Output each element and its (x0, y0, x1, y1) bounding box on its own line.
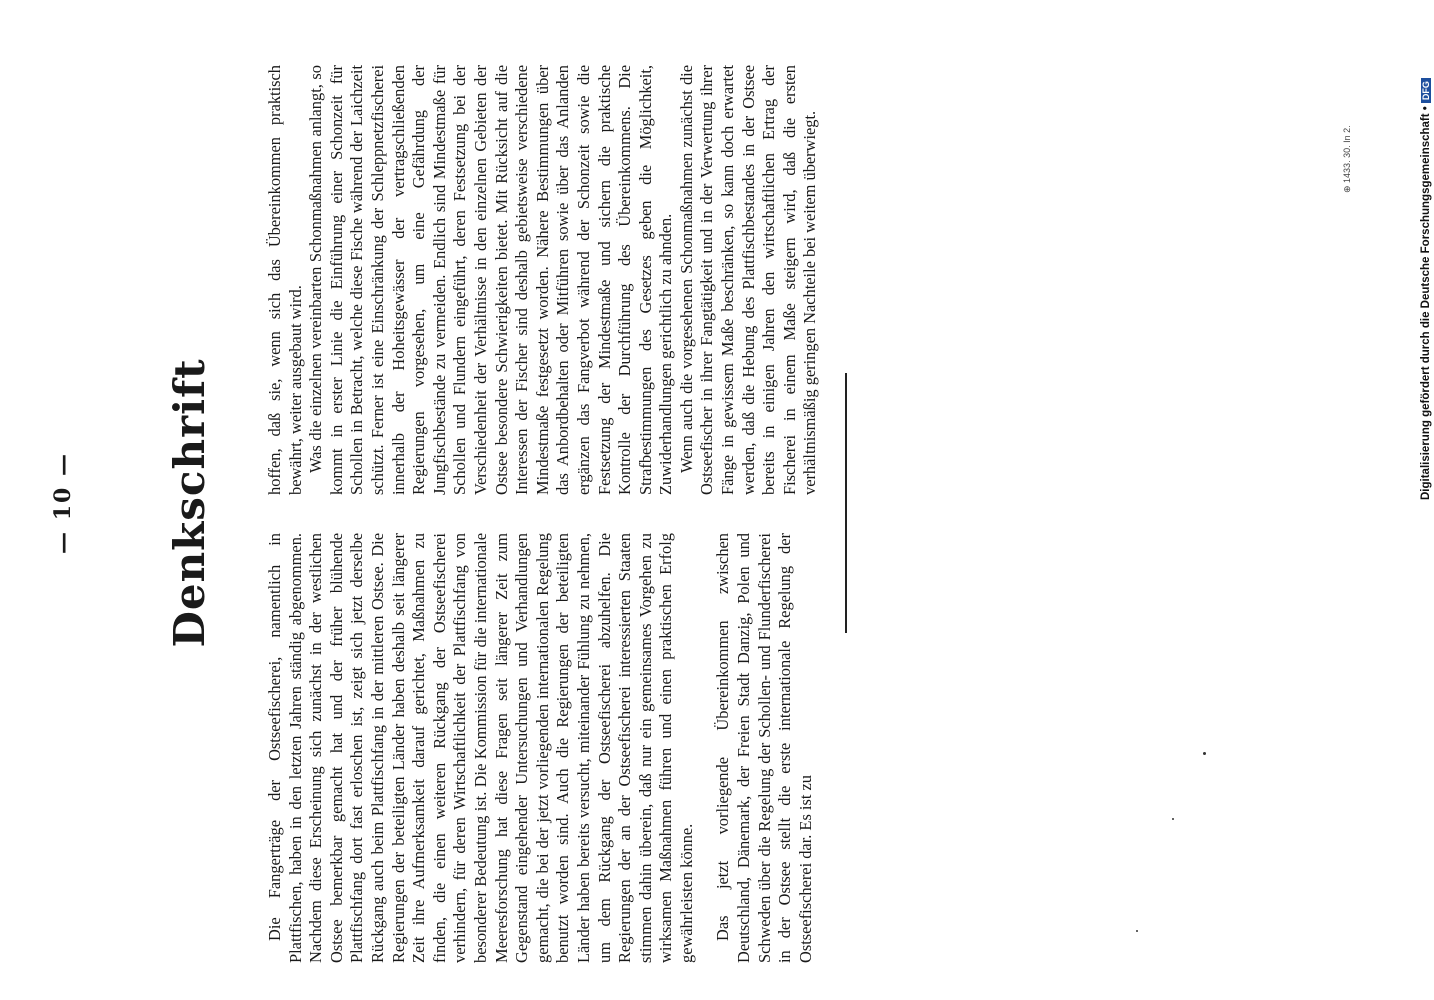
paragraph: Das jetzt vorliegende Übereinkommen zwischen Deutschland, Dänemark, der Freien Stadt Danzig, Polen und Schweden über die Regelung der Schollen- und Flunderfischerei in der Ostsee stellt die erste internationale Regelung der Ostseefischerei dar. Es ist zu (713, 533, 815, 963)
document-title: Denkschrift (165, 358, 214, 648)
dfg-logo: DFG (1421, 78, 1431, 103)
closing-rule (845, 373, 847, 633)
speck (1172, 818, 1174, 820)
text-column-left (265, 533, 816, 963)
rotated-document-page (40, 43, 840, 963)
text-column-right (265, 65, 821, 495)
speck (1136, 930, 1138, 932)
paragraph: Wenn auch die vorgesehenen Schonmaßnahmen zunächst die Ostseefischer in ihrer Fangtätigkeit und in der Verwertung ihrer Fänge in gewissem Maße beschränken, so kann doch erwartet werden, daß die Hebung des Plattfischbestandes in der Ostsee bereits in einigen Jahren den wirtschaftlichen Ertrag der Fischerei in einem Maße steigern wird, daß die ersten verhältnismäßig geringen Nachteile bei weitem überwiegt. (676, 65, 820, 495)
paragraph: Was die einzelnen vereinbarten Schonmaßnahmen anlangt, so kommt in erster Linie die Einführung einer Schonzeit für Schollen in Betracht, welche diese Fische während der Laichzeit schützt. Ferner ist eine Einschränkung der Schleppnetzfischerei innerhalb der Hoheitsgewässer der vertragschließenden Regierungen vorgesehen, um eine Gefährdung der Jungfischbestände zu vermeiden. Endlich sind Mindestmaße für Schollen und Flundern eingeführt, deren Festsetzung bei der Verschiedenheit der Verhältnisse in den einzelnen Gebieten der Ostsee besondere Schwierigkeiten bietet. Mit Rücksicht auf die Interessen der Fischer sind deshalb gebietsweise verschiedene Mindestmaße festgesetzt worden. Nähere Bestimmungen über das Anbordbehalten oder Mitführen sowie über das Anlanden ergänzen das Fangverbot während der Schonzeit sowie die Festsetzung der Mindestmaße und sichern die praktische Kontrolle der Durchführung des Übereinkommens. Die Strafbestimmungen des Gesetzes geben die Möglichkeit, Zuwiderhandlungen gerichtlich zu ahnden. (306, 65, 676, 495)
paragraph: hoffen, daß sie, wenn sich das Übereinkommen praktisch bewährt, weiter ausgebaut wird. (265, 65, 305, 495)
page-number: — 10 — (50, 452, 76, 554)
paragraph: Die Fangerträge der Ostseefischerei, namentlich in Plattfischen, haben in den letzten Jahren ständig abgenommen. Nachdem diese Erscheinung sich zunächst in der westlichen Ostsee bemerkbar gemacht hat und der früher blühende Plattfischfang dort fast erloschen ist, zeigt sich jetzt derselbe Rückgang auch beim Plattfischfang in der mittleren Ostsee. Die Regierungen der beteiligten Länder haben deshalb seit längerer Zeit ihre Aufmerksamkeit darauf gerichtet, Maßnahmen zu finden, die einen weiteren Rückgang der Ostseefischerei verhindern, für deren Wirtschaftlichkeit der Plattfischfang von besonderer Bedeutung ist. Die Kommission für die internationale Meeresforschung hat diese Fragen seit längerer Zeit zum Gegenstand eingehender Untersuchungen und Verhandlungen gemacht, die bei der jetzt vorliegenden internationalen Regelung benutzt worden sind. Auch die Regierungen der beteiligten Länder haben bereits versucht, miteinander Fühlung zu nehmen, um dem Rückgang der Ostseefischerei abzuhelfen. Die Regierungen der an der Ostseefischerei interessierten Staaten stimmen dahin überein, daß nur ein gemeinsames Vorgehen zu wirksamen Maßnahmen führen und einen praktischen Erfolg gewährleisten könne. (265, 533, 696, 963)
print-mark: ⊕ 1433. 30. In 2. (1342, 125, 1352, 193)
digitization-note (1420, 78, 1432, 500)
digitization-text: Digitalisierung gefördert durch die Deutsche Forschungsgemeinschaft • (1420, 106, 1432, 500)
speck (1203, 752, 1206, 755)
